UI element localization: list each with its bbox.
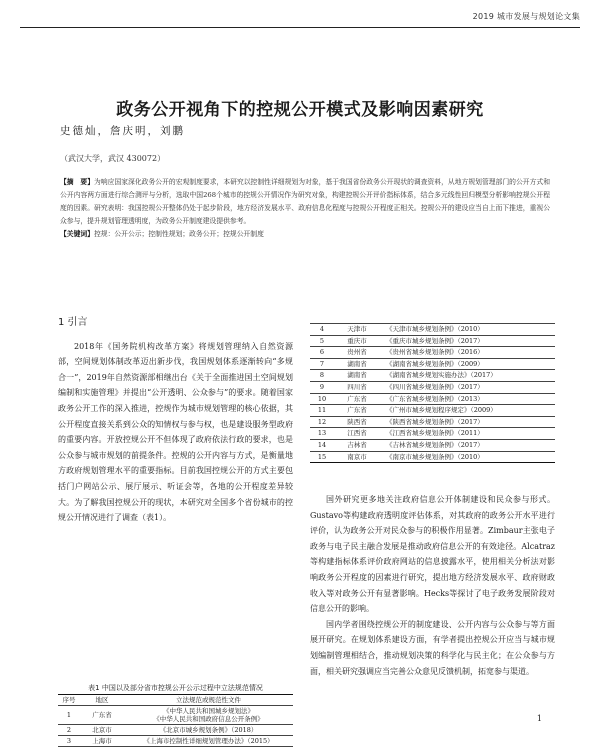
table-row <box>310 335 555 347</box>
table-cell-docs: 《湖南省城乡规划条例》（2009） <box>380 358 555 370</box>
table-row <box>58 706 293 725</box>
table1-continued <box>310 323 555 463</box>
table-cell-region: 北京市 <box>80 725 124 736</box>
table-cell-region: 广东省 <box>80 706 124 725</box>
table-cell-docs: 《南京市城乡规划条例》（2010） <box>380 451 555 463</box>
running-head: 2019 城市发展与规划论文集 <box>472 12 580 21</box>
table-header-cell: 地区 <box>80 695 124 706</box>
table-cell-docs: 《天津市城乡规划条例》（2010） <box>380 324 555 336</box>
table-row <box>310 347 555 359</box>
table-row <box>310 381 555 393</box>
table-row <box>58 736 293 747</box>
table-cell-docs: 《广州市城乡规划程序规定》（2009） <box>380 405 555 417</box>
left-column <box>58 315 293 526</box>
paper-title: 政务公开视角下的控规公开模式及影响因素研究 <box>116 100 484 120</box>
table-cell-docs: 《陕西省城乡规划条例》（2017） <box>380 416 555 428</box>
table-row <box>310 370 555 382</box>
table-cell-no: 4 <box>310 324 334 336</box>
keywords-label: 【关键词】 <box>60 230 94 238</box>
header-rule <box>20 27 580 28</box>
table-cell-no: 10 <box>310 393 334 405</box>
body-paragraph: 国外研究更多地关注政府信息公开体制建设和民众参与形式。Gustavo等构建政府透明度评估体系，对其政府的政务公开水平进行评价，认为政务公开对民众参与的积极作用显著。Zimbaur主张电子政务与电子民主融合发展是推动政府信息公开的有效途径。Alcatraz等构建指标体系评价政府网站的信息披露水平，使用相关分析法对影响政务公开程度的因素进行研究，提出地方经济发展水平、政府财政收入等对政务公开有显著影响。Hecks等探讨了电子政务发展阶段对信息公开的影响。 <box>310 495 555 614</box>
doc-line: 《北京市城乡规划条例》（2018） <box>159 726 258 734</box>
page-number: 1 <box>536 714 542 723</box>
table-cell-docs: 《吉林省城乡规划条例》（2017） <box>380 439 555 451</box>
table-row <box>310 405 555 417</box>
table-cell-region: 湖南省 <box>334 358 380 370</box>
table-cell-region: 吉林省 <box>334 439 380 451</box>
table-cell-docs: 《湖南省城乡规划实施办法》（2017） <box>380 370 555 382</box>
table-cell-docs: 《江西省城乡规划条例》（2011） <box>380 428 555 440</box>
table-row <box>310 358 555 370</box>
body-paragraph: 国内学者围绕控规公开的制度建设、公开内容与公众参与等方面展开研究。在规划体系建设方面，有学者提出控规公开应当与城市规划编制管理相结合，推动规划决策的科学化与民主化；在公众参与方面，相关研究强调应当完善公众意见反馈机制，拓宽参与渠道。 <box>310 619 555 676</box>
table-row <box>310 393 555 405</box>
keywords <box>60 228 550 241</box>
table-cell-no: 3 <box>58 736 80 747</box>
table-row <box>310 324 555 336</box>
table-cell-region: 四川省 <box>334 381 380 393</box>
abstract <box>60 176 550 228</box>
doc-line: 《中华人民共和国政府信息公开条例》 <box>153 715 264 723</box>
table-row <box>310 451 555 463</box>
table-row <box>310 439 555 451</box>
keywords-text: 控规：公开公示；控制性规划；政务公开；控规公开制度 <box>93 230 264 238</box>
table-cell-region: 江西省 <box>334 428 380 440</box>
table-cell-no: 1 <box>58 706 80 725</box>
table-cell-docs: 《四川省城乡规划条例》（2017） <box>380 381 555 393</box>
table-cell-docs <box>124 736 293 747</box>
table-cell-no: 14 <box>310 439 334 451</box>
table-cell-docs: 《重庆市城乡规划条例》（2017） <box>380 335 555 347</box>
body-paragraph: 2018年《国务院机构改革方案》将规划管理纳入自然资源部，空间规划体制改革迈出新步伐，我国规划体系逐渐转向“多规合一”，2019年自然资源部相继出台《关于全面推进国土空间规划编制和实施管理》并提出“公开透明、公众参与”的要求。随着国家政务公开工作的深入推进，控规作为城市规划管理的核心依据，其公开程度直接关系到公众的知情权与参与权，也是建设服务型政府的重要内容。开放控规公开不但体现了政府依法行政的要求，也是公众参与城市规划的前提条件。控规的公开内容与方式，是衡量地方政府规划管理水平的重要指标。目前我国控规公开的方式主要包括门户网站公示、展厅展示、听证会等，各地的公开程度差异较大。为了解我国控规公开的现状，本研究对全国多个省份城市的控规公开情况进行了调查（表1）。 <box>58 341 293 523</box>
table-cell-no: 11 <box>310 405 334 417</box>
table-cell-docs: 《广东省城乡规划条例》（2013） <box>380 393 555 405</box>
table-cell-region: 重庆市 <box>334 335 380 347</box>
table-cell-region: 陕西省 <box>334 416 380 428</box>
table1-caption: 表1 中国以及部分省市控规公开公示过程中立法规范情况 <box>88 684 263 692</box>
authors: 史德灿，詹庆明，刘鹏 <box>60 125 185 137</box>
table-cell-docs: 《贵州省城乡规划条例》（2016） <box>380 347 555 359</box>
table-cell-region: 贵州省 <box>334 347 380 359</box>
section-heading: 1 引言 <box>58 317 88 328</box>
right-column <box>310 492 555 679</box>
table-cell-no: 5 <box>310 335 334 347</box>
table-cell-no: 7 <box>310 358 334 370</box>
affiliation: （武汉大学，武汉 430072） <box>60 154 166 163</box>
table-cell-region: 南京市 <box>334 451 380 463</box>
abstract-text: 为响应国家深化政务公开的宏观制度要求，本研究以控制性详细规划为对象，基于我国省份政务公开现状的调查资料，从地方规划管理部门的公开方式和公开内容两方面进行综合测评与分析，选取中国268个城市的控规公开情况作为研究对象，构建控规公开评价指标体系，结合多元线性回归模型分析影响控规公开程度的因素。研究表明：我国控规公开整体仍处于起步阶段，地方经济发展水平、政府信息化程度与控规公开程度正相关。控规公开的建设应当自上而下推进，重视公众参与，提升规划管理透明度，为政务公开制度建设提供参考。 <box>60 178 551 225</box>
table-cell-no: 13 <box>310 428 334 440</box>
table-cell-region: 广东省 <box>334 393 380 405</box>
abstract-block <box>60 176 550 241</box>
doc-line: 《上海市控制性详细规划管理办法》（2015） <box>143 737 274 745</box>
table-header-row <box>58 695 293 706</box>
table-header-cell: 立法规范或规范性文件 <box>124 695 293 706</box>
table-cell-no: 6 <box>310 347 334 359</box>
table-cell-no: 2 <box>58 725 80 736</box>
table-row <box>310 416 555 428</box>
table-row <box>310 428 555 440</box>
table-header-cell: 序号 <box>58 695 80 706</box>
doc-line: 《中华人民共和国城乡规划法》 <box>163 707 254 715</box>
table-cell-no: 8 <box>310 370 334 382</box>
abstract-label: 【摘 要】 <box>60 178 95 186</box>
table1 <box>58 694 293 747</box>
table-cell-region: 广东省 <box>334 405 380 417</box>
table-cell-no: 12 <box>310 416 334 428</box>
table-cell-region: 上海市 <box>80 736 124 747</box>
table-cell-region: 天津市 <box>334 324 380 336</box>
table-cell-docs <box>124 706 293 725</box>
table-cell-no: 15 <box>310 451 334 463</box>
table-cell-region: 湖南省 <box>334 370 380 382</box>
table-cell-no: 9 <box>310 381 334 393</box>
